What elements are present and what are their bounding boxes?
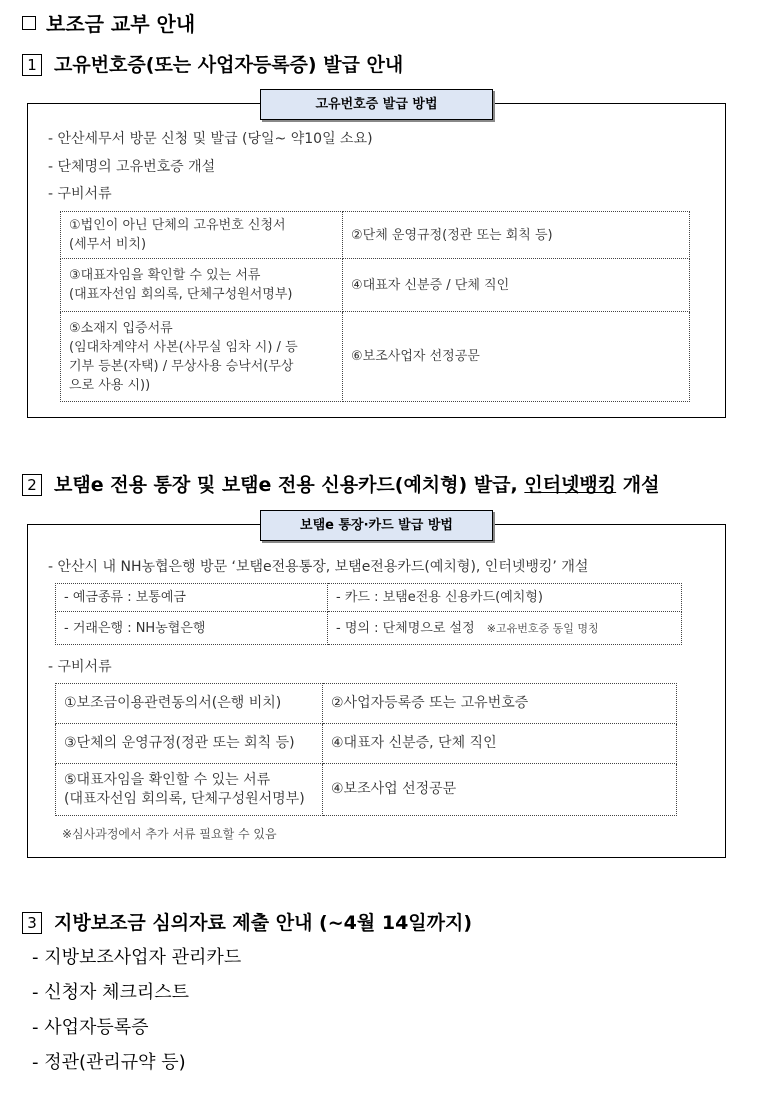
list-item: - 지방보조사업자 관리카드 <box>32 947 242 968</box>
info-line: - 구비서류 <box>48 186 112 202</box>
table-row <box>61 259 690 312</box>
table-row <box>61 312 690 402</box>
info-line: - 안산시 내 NH농협은행 방문 ‘보탬e전용통장, 보탬e전용카드(예치형), 인터넷뱅킹’ 개설 <box>48 559 589 575</box>
table-cell: ①법인이 아닌 단체의 고유번호 신청서 (세무서 비치) <box>61 212 343 259</box>
info-line: - 구비서류 <box>48 659 112 675</box>
checkbox-square-icon <box>22 16 36 30</box>
table-cell: ②사업자등록증 또는 고유번호증 <box>323 684 677 724</box>
section-number: 3 <box>22 912 42 934</box>
note-text: ※심사과정에서 추가 서류 필요할 수 있음 <box>62 827 277 841</box>
table-row <box>56 684 677 724</box>
section-number: 2 <box>22 474 42 496</box>
list-item: - 정관(관리규약 등) <box>32 1052 186 1073</box>
section-1-box-title: 고유번호증 발급 방법 <box>260 89 493 120</box>
table-row <box>56 584 682 612</box>
table-row <box>61 212 690 259</box>
table-cell: - 명의 : 단체명으로 설정 ※고유번호증 동일 명칭 <box>328 612 682 645</box>
table-row <box>56 724 677 764</box>
table-row <box>56 612 682 645</box>
table-cell: ①보조금이용관련동의서(은행 비치) <box>56 684 323 724</box>
info-line: - 안산세무서 방문 신청 및 발급 (당일~ 약10일 소요) <box>48 131 373 147</box>
table-row <box>56 764 677 816</box>
table-cell: ③대표자임을 확인할 수 있는 서류 (대표자선임 회의록, 단체구성원서명부) <box>61 259 343 312</box>
section-number: 1 <box>22 54 42 76</box>
table-cell: ②단체 운영규정(정관 또는 회칙 등) <box>343 212 690 259</box>
table-cell: ⑥보조사업자 선정공문 <box>343 312 690 402</box>
table-cell: - 예금종류 : 보통예금 <box>56 584 328 612</box>
table-cell: ④보조사업 선정공문 <box>323 764 677 816</box>
page-title: 보조금 교부 안내 <box>22 8 195 37</box>
section-1-heading: 1 고유번호증(또는 사업자등록증) 발급 안내 <box>22 50 403 77</box>
table-cell: - 거래은행 : NH농협은행 <box>56 612 328 645</box>
list-item: - 신청자 체크리스트 <box>32 982 190 1003</box>
table-cell: ④대표자 신분증, 단체 직인 <box>323 724 677 764</box>
section-2-heading: 2 보탬e 전용 통장 및 보탬e 전용 신용카드(예치형) 발급, 인터넷뱅킹 개설 <box>22 470 659 497</box>
section-2-box-title: 보탬e 통장·카드 발급 방법 <box>260 510 493 541</box>
list-item: - 사업자등록증 <box>32 1017 149 1038</box>
table-cell: ⑤대표자임을 확인할 수 있는 서류 (대표자선임 회의록, 단체구성원서명부) <box>56 764 323 816</box>
table-cell: ④대표자 신분증 / 단체 직인 <box>343 259 690 312</box>
account-info-table <box>55 583 682 645</box>
required-docs-table-2 <box>55 683 677 816</box>
table-cell: - 카드 : 보탬e전용 신용카드(예치형) <box>328 584 682 612</box>
section-3-heading: 3 지방보조금 심의자료 제출 안내 (~4월 14일까지) <box>22 908 472 935</box>
info-line: - 단체명의 고유번호증 개설 <box>48 159 216 175</box>
table-cell: ③단체의 운영규정(정관 또는 회칙 등) <box>56 724 323 764</box>
required-docs-table-1 <box>60 211 690 402</box>
table-cell: ⑤소재지 입증서류 (임대차계약서 사본(사무실 임차 시) / 등 기부 등본(자택) / 무상사용 승낙서(무상 으로 사용 시)) <box>61 312 343 402</box>
